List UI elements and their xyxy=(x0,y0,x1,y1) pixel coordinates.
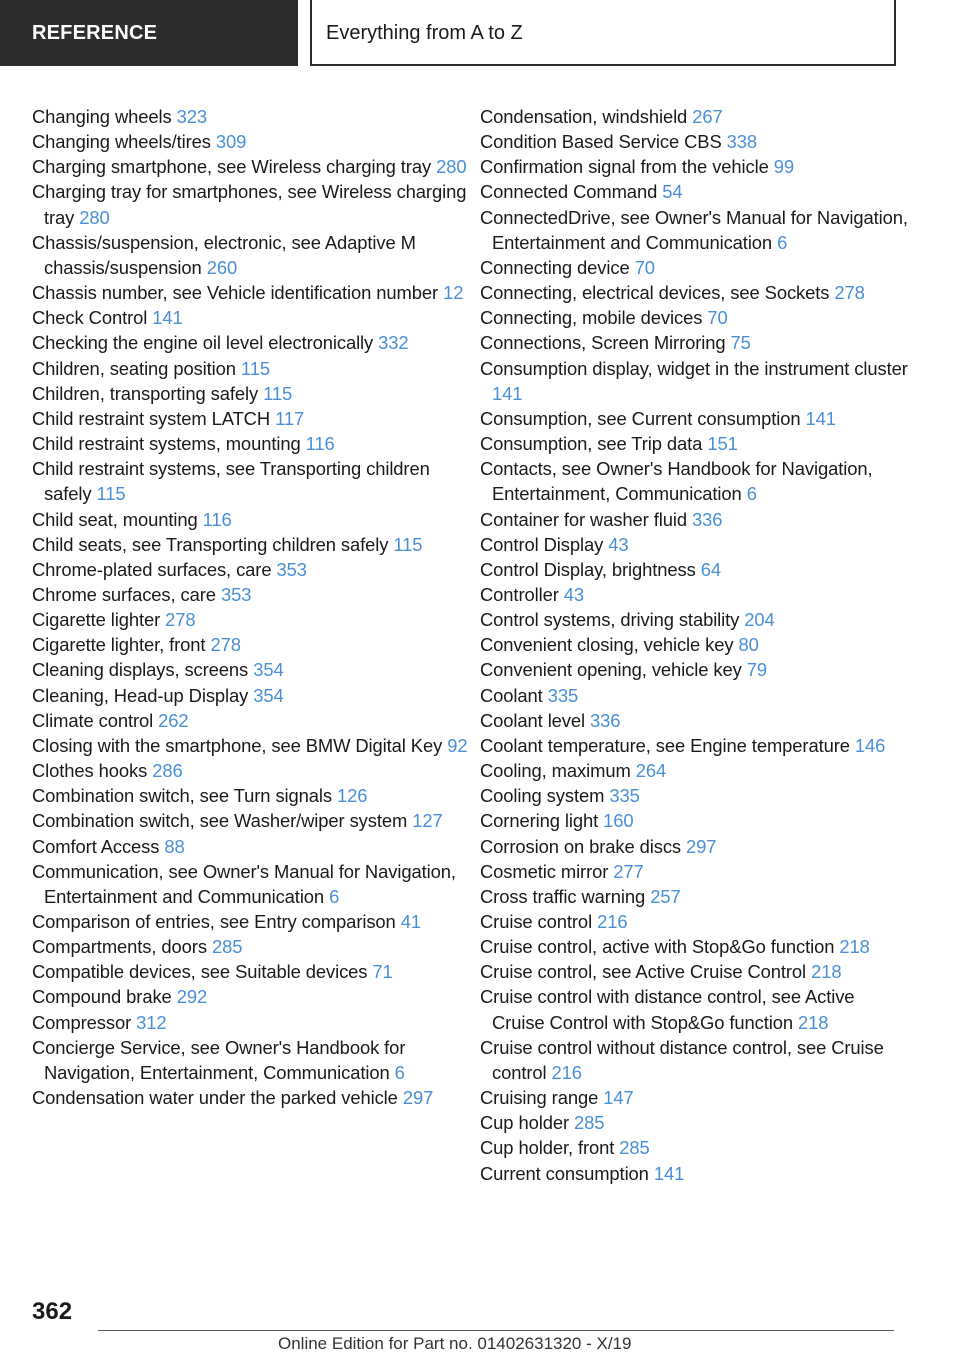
page-reference-link[interactable]: 141 xyxy=(492,382,523,404)
index-term: Coolant level xyxy=(480,709,586,731)
index-entry xyxy=(32,1010,472,1035)
index-term: Coolant xyxy=(480,684,543,706)
index-term: Connections, Screen Mirroring xyxy=(480,332,726,354)
page-reference-link[interactable]: 216 xyxy=(551,1061,582,1083)
index-entry xyxy=(32,783,472,808)
index-term: Cleaning, Head-up Display xyxy=(32,684,249,706)
index-term: Connecting, mobile devices xyxy=(480,307,703,329)
page-reference-link[interactable]: 285 xyxy=(573,1112,605,1134)
index-term: Concierge Service, see Owner's Handbook for Navigation, Entertainment, Communication xyxy=(32,1036,406,1083)
index-term: Communication, see Owner's Manual for Navigation, Entertainment and Communication xyxy=(32,860,456,907)
page-reference-link[interactable]: 146 xyxy=(854,734,886,756)
page-reference-link[interactable]: 54 xyxy=(662,181,683,203)
index-entry xyxy=(32,984,472,1009)
index-entry xyxy=(32,758,472,783)
page-reference-link[interactable]: 141 xyxy=(653,1162,685,1184)
page-reference-link[interactable]: 115 xyxy=(263,382,293,404)
page-reference-link[interactable]: 126 xyxy=(337,785,368,807)
index-term: Condensation, windshield xyxy=(480,106,688,127)
index-entry xyxy=(32,230,472,280)
index-term: Cruise control, active with Stop&Go function xyxy=(480,936,835,958)
chapter-title: Everything from A to Z xyxy=(310,0,896,66)
index-term: Combination switch, see Turn signals xyxy=(32,785,332,807)
index-term: Convenient opening, vehicle key xyxy=(480,659,742,681)
index-term: Children, transporting safely xyxy=(32,382,259,404)
index-entry xyxy=(32,557,472,582)
index-term: Child restraint system LATCH xyxy=(32,407,271,429)
index-term: Charging tray for smartphones, see Wireless charging tray xyxy=(32,181,467,228)
page-reference-link[interactable]: 141 xyxy=(152,307,183,329)
index-term: Cruise control with distance control, see Active Cruise Control with Stop&Go function xyxy=(480,986,855,1033)
index-term: Condensation water under the parked vehicle xyxy=(32,1087,398,1109)
page-reference-link[interactable]: 354 xyxy=(253,684,284,706)
index-entry xyxy=(32,733,472,758)
index-term: Chassis number, see Vehicle identification number xyxy=(32,282,439,304)
page-reference-link[interactable]: 204 xyxy=(744,609,775,631)
page-reference-link[interactable]: 41 xyxy=(400,911,421,932)
page-reference-link[interactable]: 323 xyxy=(176,106,207,127)
index-term: Child restraint systems, mounting xyxy=(32,433,301,455)
page-reference-link[interactable]: 12 xyxy=(443,282,464,304)
page-reference-link[interactable]: 116 xyxy=(202,508,232,530)
page-reference-link[interactable]: 218 xyxy=(798,1011,829,1033)
index-term: Cup holder xyxy=(480,1112,569,1134)
index-term: Confirmation signal from the vehicle xyxy=(480,156,769,178)
index-entry xyxy=(32,607,472,632)
page-reference-link[interactable]: 285 xyxy=(211,936,243,958)
index-term: Connected Command xyxy=(480,181,658,203)
page-reference-link[interactable]: 262 xyxy=(158,709,189,731)
page-reference-link[interactable]: 278 xyxy=(210,634,241,656)
page-reference-link[interactable]: 88 xyxy=(164,835,185,857)
index-entry xyxy=(480,154,910,179)
page-reference-link[interactable]: 353 xyxy=(220,583,252,605)
index-term: Control systems, driving stability xyxy=(480,609,740,631)
page-reference-link[interactable]: 115 xyxy=(393,533,423,555)
index-entry xyxy=(480,909,910,934)
index-entry xyxy=(480,557,910,582)
index-term: Check Control xyxy=(32,307,148,329)
index-entry xyxy=(32,632,472,657)
index-term: ConnectedDrive, see Owner's Manual for Navigation, Entertainment and Communication xyxy=(480,206,908,253)
page-reference-link[interactable]: 297 xyxy=(686,835,717,857)
index-entry xyxy=(32,657,472,682)
page-reference-link[interactable]: 141 xyxy=(805,407,836,429)
index-term: Contacts, see Owner's Handbook for Navigation, Entertainment, Communication xyxy=(480,458,873,505)
index-entry xyxy=(480,129,910,154)
page-reference-link[interactable]: 160 xyxy=(603,810,634,832)
index-entry xyxy=(480,632,910,657)
index-term: Connecting device xyxy=(480,256,630,278)
index-entry xyxy=(480,733,910,758)
index-entry xyxy=(32,406,472,431)
page-reference-link[interactable]: 277 xyxy=(613,860,644,882)
page-reference-link[interactable]: 115 xyxy=(96,483,126,505)
index-entry xyxy=(32,280,472,305)
index-term: Consumption display, widget in the instrument cluster xyxy=(480,357,908,379)
index-term: Consumption, see Current consumption xyxy=(480,407,801,429)
index-entry xyxy=(480,1135,910,1160)
page-reference-link[interactable]: 216 xyxy=(597,911,628,932)
index-column-left xyxy=(32,104,472,1110)
footer-divider xyxy=(98,1330,894,1331)
index-term: Condition Based Service CBS xyxy=(480,131,722,153)
page-reference-link[interactable]: 115 xyxy=(240,357,270,379)
index-term: Compartments, doors xyxy=(32,936,207,958)
index-entry xyxy=(32,934,472,959)
index-entry xyxy=(480,205,910,255)
index-entry xyxy=(480,1085,910,1110)
page-header xyxy=(0,0,960,66)
index-term: Control Display, brightness xyxy=(480,558,696,580)
index-entry xyxy=(480,1110,910,1135)
index-entry xyxy=(480,532,910,557)
page-reference-link[interactable]: 285 xyxy=(619,1137,650,1159)
page-reference-link[interactable]: 336 xyxy=(590,709,621,731)
index-entry xyxy=(480,657,910,682)
index-entry xyxy=(32,1035,472,1085)
page-reference-link[interactable]: 218 xyxy=(839,936,870,958)
index-entry xyxy=(480,783,910,808)
page-reference-link[interactable]: 117 xyxy=(275,407,305,429)
page-reference-link[interactable]: 147 xyxy=(603,1087,634,1109)
index-term: Coolant temperature, see Engine temperature xyxy=(480,734,850,756)
page-reference-link[interactable]: 292 xyxy=(176,986,208,1008)
page-reference-link[interactable]: 79 xyxy=(746,659,767,681)
page-reference-link[interactable]: 260 xyxy=(206,256,238,278)
index-term: Charging smartphone, see Wireless charging tray xyxy=(32,156,432,178)
page-reference-link[interactable]: 278 xyxy=(165,609,196,631)
index-term: Cigarette lighter, front xyxy=(32,634,206,656)
index-term: Comparison of entries, see Entry comparison xyxy=(32,911,396,932)
index-term: Cross traffic warning xyxy=(480,885,646,907)
page-reference-link[interactable]: 6 xyxy=(746,483,757,505)
index-entry xyxy=(32,959,472,984)
index-entry xyxy=(480,356,910,406)
index-entry xyxy=(480,984,910,1034)
index-entry xyxy=(480,280,910,305)
index-entry xyxy=(480,934,910,959)
index-entry xyxy=(480,330,910,355)
page-reference-link[interactable]: 286 xyxy=(152,760,183,782)
index-entry xyxy=(480,683,910,708)
index-entry xyxy=(480,104,910,129)
page-reference-link[interactable]: 335 xyxy=(547,684,579,706)
index-term: Closing with the smartphone, see BMW Digital Key xyxy=(32,734,443,756)
index-entry xyxy=(480,758,910,783)
index-term: Convenient closing, vehicle key xyxy=(480,634,734,656)
index-entry xyxy=(32,356,472,381)
page-reference-link[interactable]: 99 xyxy=(773,156,795,178)
index-entry xyxy=(480,808,910,833)
page-reference-link[interactable]: 6 xyxy=(777,231,788,253)
index-term: Cigarette lighter xyxy=(32,609,161,631)
index-entry xyxy=(480,884,910,909)
index-term: Climate control xyxy=(32,709,154,731)
page-reference-link[interactable]: 335 xyxy=(609,785,640,807)
page-reference-link[interactable]: 332 xyxy=(378,332,409,354)
index-term: Chrome surfaces, care xyxy=(32,583,216,605)
page-reference-link[interactable]: 80 xyxy=(738,634,759,656)
index-term: Cruise control xyxy=(480,911,593,932)
index-entry xyxy=(480,431,910,456)
index-term: Compressor xyxy=(32,1011,132,1033)
index-term: Control Display xyxy=(480,533,604,555)
index-term: Chrome-plated surfaces, care xyxy=(32,558,272,580)
index-term: Consumption, see Trip data xyxy=(480,433,703,455)
page-reference-link[interactable]: 75 xyxy=(730,332,751,354)
index-entry xyxy=(480,582,910,607)
index-term: Cooling system xyxy=(480,785,605,807)
page-reference-link[interactable]: 264 xyxy=(635,760,667,782)
page-reference-link[interactable]: 278 xyxy=(834,282,865,304)
index-entry xyxy=(32,834,472,859)
index-term: Cornering light xyxy=(480,810,599,832)
index-entry xyxy=(32,456,472,506)
index-entry xyxy=(32,179,472,229)
page-reference-link[interactable]: 354 xyxy=(253,659,284,681)
index-term: Connecting, electrical devices, see Sockets xyxy=(480,282,830,304)
page-reference-link[interactable]: 116 xyxy=(305,433,335,455)
index-term: Chassis/suspension, electronic, see Adaptive M chassis/suspension xyxy=(32,231,416,278)
index-term: Cruise control, see Active Cruise Control xyxy=(480,961,807,983)
page-reference-link[interactable]: 309 xyxy=(215,131,247,153)
index-column-right xyxy=(480,104,910,1186)
index-entry xyxy=(32,431,472,456)
index-entry xyxy=(32,532,472,557)
index-term: Clothes hooks xyxy=(32,760,148,782)
index-term: Child seat, mounting xyxy=(32,508,198,530)
index-entry xyxy=(32,1085,472,1110)
page-reference-link[interactable]: 6 xyxy=(329,885,340,907)
index-entry xyxy=(32,683,472,708)
index-term: Cruising range xyxy=(480,1087,599,1109)
index-entry xyxy=(480,179,910,204)
page-reference-link[interactable]: 267 xyxy=(692,106,723,127)
page-reference-link[interactable]: 70 xyxy=(707,307,728,329)
page-reference-link[interactable]: 43 xyxy=(608,533,629,555)
index-entry xyxy=(480,1035,910,1085)
index-entry xyxy=(32,330,472,355)
index-term: Compatible devices, see Suitable devices xyxy=(32,961,368,983)
index-entry xyxy=(480,959,910,984)
index-term: Cleaning displays, screens xyxy=(32,659,249,681)
index-term: Container for washer fluid xyxy=(480,508,687,530)
page-reference-link[interactable]: 71 xyxy=(372,961,393,983)
section-tab: REFERENCE xyxy=(0,0,298,66)
page-reference-link[interactable]: 64 xyxy=(700,558,721,580)
index-entry xyxy=(480,255,910,280)
index-entry xyxy=(480,708,910,733)
index-term: Cooling, maximum xyxy=(480,760,631,782)
index-entry xyxy=(32,381,472,406)
index-entry xyxy=(480,859,910,884)
index-term: Cruise control without distance control, see Cruise control xyxy=(480,1036,884,1083)
index-entry xyxy=(32,909,472,934)
index-term: Changing wheels/tires xyxy=(32,131,211,153)
page-reference-link[interactable]: 297 xyxy=(402,1087,434,1109)
page-reference-link[interactable]: 338 xyxy=(726,131,758,153)
page-reference-link[interactable]: 70 xyxy=(634,256,655,278)
index-entry xyxy=(480,1161,910,1186)
index-term: Child restraint systems, see Transporting children safely xyxy=(32,458,430,505)
page-reference-link[interactable]: 92 xyxy=(447,734,468,756)
index-term: Cup holder, front xyxy=(480,1137,615,1159)
page-reference-link[interactable]: 127 xyxy=(412,810,443,832)
index-term: Child seats, see Transporting children safely xyxy=(32,533,389,555)
page-reference-link[interactable]: 312 xyxy=(136,1011,167,1033)
index-entry xyxy=(32,507,472,532)
index-entry xyxy=(32,808,472,833)
page-reference-link[interactable]: 336 xyxy=(691,508,723,530)
page-reference-link[interactable]: 43 xyxy=(563,583,585,605)
page-reference-link[interactable]: 280 xyxy=(79,206,110,228)
page-reference-link[interactable]: 257 xyxy=(650,885,681,907)
index-term: Compound brake xyxy=(32,986,172,1008)
index-term: Comfort Access xyxy=(32,835,160,857)
index-term: Controller xyxy=(480,583,559,605)
index-entry xyxy=(480,607,910,632)
page-reference-link[interactable]: 151 xyxy=(707,433,738,455)
index-entry xyxy=(32,154,472,179)
index-entry xyxy=(32,104,472,129)
page-reference-link[interactable]: 6 xyxy=(394,1061,405,1083)
edition-note: Online Edition for Part no. 01402631320 - X/19 xyxy=(278,1334,632,1353)
index-term: Cosmetic mirror xyxy=(480,860,609,882)
index-term: Combination switch, see Washer/wiper system xyxy=(32,810,408,832)
index-entry xyxy=(480,456,910,506)
index-entry xyxy=(480,507,910,532)
index-entry xyxy=(480,305,910,330)
index-entry xyxy=(32,305,472,330)
index-entry xyxy=(32,859,472,909)
index-entry xyxy=(32,708,472,733)
page-number: 362 xyxy=(32,1298,73,1325)
index-entry xyxy=(480,406,910,431)
index-term: Corrosion on brake discs xyxy=(480,835,682,857)
page-reference-link[interactable]: 353 xyxy=(276,558,307,580)
page-reference-link[interactable]: 218 xyxy=(811,961,842,983)
index-entry xyxy=(480,834,910,859)
index-term: Checking the engine oil level electronically xyxy=(32,332,374,354)
index-entry xyxy=(32,129,472,154)
index-term: Current consumption xyxy=(480,1162,649,1184)
index-term: Changing wheels xyxy=(32,106,172,127)
index-entry xyxy=(32,582,472,607)
index-term: Children, seating position xyxy=(32,357,236,379)
page-reference-link[interactable]: 280 xyxy=(436,156,467,178)
